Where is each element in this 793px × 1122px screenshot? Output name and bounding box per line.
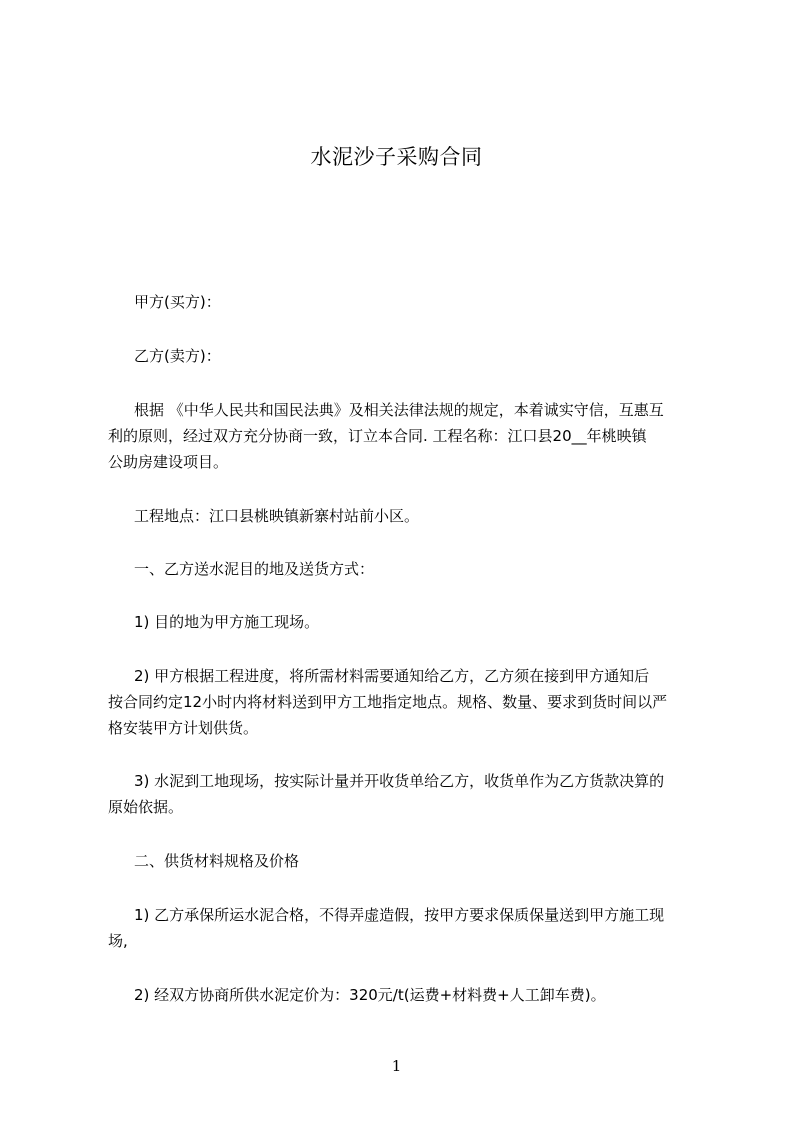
intro-line-3: 公助房建设项目。 (108, 453, 229, 471)
s2-item-1-line-1: 1) 乙方承保所运水泥合格，不得弄虚造假，按甲方要求保质保量送到甲方施工现 (134, 906, 665, 924)
party-b-line: 乙方(卖方)： (134, 347, 221, 365)
s2-item-1-line-2: 场, (108, 932, 128, 950)
page-title: 水泥沙子采购合同 (310, 145, 483, 169)
s2-item-1-paragraph (108, 902, 724, 954)
intro-line-2: 利的原则，经过双方充分协商一致，订立本合同. 工程名称：江口县20__年桃映镇 (108, 427, 647, 445)
intro-line-1: 根据 《中华人民共和国民法典》及相关法律法规的规定，本着诚实守信，互惠互 (134, 401, 664, 419)
s1-item-2-line-1: 2) 甲方根据工程进度，将所需材料需要通知给乙方，乙方须在接到甲方通知后 (134, 667, 650, 685)
s2-item-2: 2) 经双方协商所供水泥定价为：320元/t(运费+材料费+人工卸车费)。 (134, 986, 606, 1004)
s1-item-2-line-2: 按合同约定12小时内将材料送到甲方工地指定地点。规格、数量、要求到货时间以严 (108, 693, 668, 711)
s1-item-2-line-3: 格安装甲方计划供货。 (108, 719, 259, 737)
party-a-line: 甲方(买方)： (134, 293, 221, 311)
location-line: 工程地点：江口县桃映镇新寨村站前小区。 (134, 507, 420, 525)
section1-heading: 一、乙方送水泥目的地及送货方式： (134, 560, 375, 578)
page-number: 1 (391, 1057, 402, 1075)
s1-item-2-paragraph (108, 663, 724, 741)
s1-item-3-line-2: 原始依据。 (108, 798, 184, 816)
s1-item-1: 1) 目的地为甲方施工现场。 (134, 613, 320, 631)
section2-heading: 二、供货材料规格及价格 (134, 852, 300, 870)
s1-item-3-paragraph (108, 768, 724, 820)
s1-item-3-line-1: 3) 水泥到工地现场，按实际计量并开收货单给乙方，收货单作为乙方货款决算的 (134, 772, 665, 790)
intro-paragraph (108, 397, 724, 475)
